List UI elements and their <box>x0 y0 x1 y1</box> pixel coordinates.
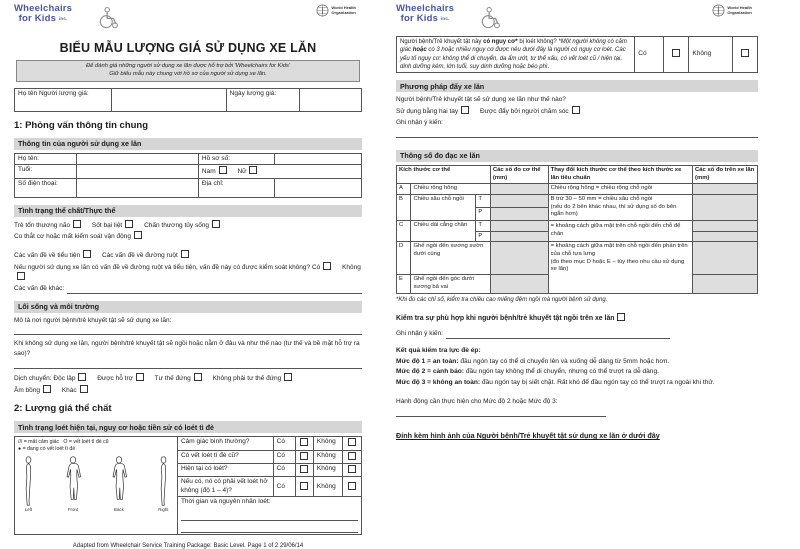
body-figures <box>18 456 174 512</box>
measurement-bar: Thông số đo đạc xe lăn <box>396 150 758 162</box>
col-conversion-rule: Thay đổi kích thước cơ thể theo kích thước xe lăn tiêu chuẩn <box>548 165 692 183</box>
assessment-date-label: Ngày lượng giá: <box>226 88 299 111</box>
wheelchairs-for-kids-logo: Wheelchairs for Kids inc. <box>396 3 455 24</box>
address-field[interactable] <box>275 178 362 197</box>
gender-cell <box>198 165 361 178</box>
risk-no-checkbox[interactable] <box>741 49 749 57</box>
other-problems-line: Các vấn đề khác: <box>14 284 362 293</box>
sore-duration-line1[interactable] <box>181 512 358 521</box>
diagram-legend: /// = mất cảm giác O = vết loét tì đè cũ ● = đang có vết loét tì đè <box>18 439 109 453</box>
measurement-table <box>396 165 758 294</box>
physical-condition-bar: Tình trạng thể chất/Thực thể <box>14 205 362 217</box>
rule-text: = khoảng cách giữa mặt trên chỗ ngồi đến chỗ để chân <box>548 220 692 241</box>
spasm-checkbox[interactable] <box>134 231 142 239</box>
condition-checks-line1: Trẻ tổn thương não Sốt bại liệt Chấn thương tủy sống <box>14 220 362 230</box>
pressure-sore-box <box>14 436 362 535</box>
row-letter: E <box>397 275 411 294</box>
standing-checkbox[interactable] <box>194 373 202 381</box>
wheelchairs-for-kids-logo <box>14 4 72 24</box>
non-standing-checkbox[interactable] <box>284 373 292 381</box>
body-outline-side-icon <box>155 456 172 506</box>
body-figure-left[interactable]: Left <box>20 456 37 512</box>
no-label: Không <box>313 450 342 463</box>
no-label: Không <box>313 437 342 450</box>
risk-yes-checkbox[interactable] <box>672 49 680 57</box>
propulsion-question: Người bệnh/Trẻ khuyết tật sẽ sử dụng xe lăn như thế nào? <box>396 96 566 104</box>
section2-heading: 2: Lượng giá thể chất <box>14 403 112 415</box>
bladder-problem-checkbox[interactable] <box>83 250 91 258</box>
body-figure-front[interactable]: Front <box>63 456 83 512</box>
col-body-dimension: Kích thước cơ thể <box>397 165 491 183</box>
age-label: Tuổi: <box>15 165 77 178</box>
risk-no-cell <box>732 37 757 73</box>
dimension-name: Chiều dài cẳng chân <box>411 220 476 241</box>
col-wheelchair-measurement: Các số đo trên xe lăn (mm) <box>693 165 758 183</box>
record-number-field[interactable] <box>275 153 362 164</box>
yes-label: Có <box>273 477 295 497</box>
no-label: Không <box>313 477 342 497</box>
page2-header <box>396 4 758 34</box>
dimension-name: Ghế ngồi đến góc dưới xương bả vai <box>411 275 490 294</box>
page-title: BIỂU MẪU LƯỢNG GIÁ SỬ DỤNG XE LĂN <box>59 41 317 55</box>
body-measure-field-a[interactable] <box>490 184 548 195</box>
rule-text: = khoảng cách giữa mặt trên chỗ ngồi đến phần trên của chỗ tựa lưng (đo theo mục D hoặc E – tùy theo nhu cầu sử dụng xe lăn) <box>548 242 692 294</box>
form-purpose-note: Để đánh giá những người sử dụng xe lăn được hỗ trợ bởi 'Wheelchairs for Kids' Giữ biểu mẫu này chung với hồ sơ của người sử dụng xe lăn. <box>16 60 360 82</box>
dimension-name: Chiều sâu chỗ ngồi <box>411 194 476 220</box>
sore-q2-yes-checkbox[interactable] <box>300 452 308 460</box>
body-measure-field-b-t[interactable] <box>490 194 548 207</box>
wheelchair-measure-field-c-p[interactable] <box>693 231 758 242</box>
page1-header <box>14 4 362 34</box>
action-label: Hành động cần thực hiện cho Mức độ 2 hoặc Mức độ 3: <box>396 398 558 406</box>
lifestyle-bar: Lối sống và môi trường <box>14 301 362 313</box>
body-outline-side-icon <box>20 456 37 506</box>
form-page-1 <box>14 4 362 549</box>
sore-q4-yes-checkbox[interactable] <box>300 482 308 490</box>
logo-line2: for Kids inc. <box>18 12 68 24</box>
polio-checkbox[interactable] <box>125 220 133 228</box>
sore-q3: Hiện tại có loét? <box>178 464 273 477</box>
carer-push-checkbox[interactable] <box>572 106 580 114</box>
sore-q4: Nếu có, nó có phải vết loét hở không (độ 1 – 4)? <box>178 477 273 497</box>
pressure-test-title: Kết quả kiểm tra lực đè ép: <box>396 346 481 354</box>
measurement-row-d <box>397 242 758 275</box>
who-emblem-icon <box>712 4 725 17</box>
propulsion-notes-line[interactable] <box>396 129 758 138</box>
phone-field[interactable] <box>77 178 198 197</box>
wheelchair-measure-field-e[interactable] <box>693 275 758 294</box>
independent-checkbox[interactable] <box>78 373 86 381</box>
body-outline-front-icon <box>63 456 83 506</box>
yes-label: Có <box>273 464 295 477</box>
row-letter: D <box>397 242 411 275</box>
assessor-name-label: Họ tên Người lượng giá: <box>15 88 112 111</box>
condition-checks-line3: Các vấn đề về tiểu tiện Các vấn đề về đường ruột <box>14 250 362 260</box>
sore-duration-line2[interactable] <box>181 524 358 533</box>
sore-q1: Cảm giác bình thường? <box>178 437 273 450</box>
no-label: Không <box>313 464 342 477</box>
body-measure-field-c-t[interactable] <box>490 220 548 231</box>
pressure-level-3: Mức độ 3 = không an toàn: đầu ngón tay bị siết chặt. Rất khó để đầu ngón tay có thể trượt ra ngoài khi thử. <box>396 379 715 387</box>
sore-q2-no-checkbox[interactable] <box>348 452 356 460</box>
sitting-question: Khi không sử dụng xe lăn, người bệnh/trẻ khuyết tật sẽ ngồi hoặc nằm ở đâu và như thế nào (tư thế và bề mặt hỗ trợ ra sao)? <box>14 340 360 357</box>
measurement-header-row <box>397 165 758 183</box>
side-label-p: P <box>476 207 490 220</box>
risk-no-label: Không <box>689 37 732 73</box>
dimension-name: Ghế ngồi đến xương sườn dưới cùng <box>411 242 490 275</box>
action-field[interactable] <box>396 408 606 417</box>
cerebral-palsy-checkbox[interactable] <box>73 220 81 228</box>
measurement-row-c1 <box>397 220 758 231</box>
rule-text: B trừ 30 – 50 mm = chiều sâu chỗ ngồi (nếu đo 2 bên khác nhau, thì sử dụng số đo bên ngắn hơn) <box>548 194 692 220</box>
environment-answer-line[interactable] <box>14 326 362 335</box>
sore-q1-no-cell <box>343 437 361 450</box>
side-label-p: P <box>476 231 490 242</box>
pressure-level-1: Mức độ 1 = an toàn: đầu ngón tay có thể di chuyển lên và xuống dễ dàng từ 5mm hoặc hơn. <box>396 357 670 365</box>
side-label-t: T <box>476 220 490 231</box>
attach-photo-instruction: Đính kèm hình ảnh của Người bệnh/Trẻ khuyết tật sử dụng xe lăn ở dưới đây <box>396 431 660 441</box>
row-letter: B <box>397 194 411 220</box>
sore-q4-no-checkbox[interactable] <box>348 482 356 490</box>
name-field[interactable] <box>77 153 198 164</box>
cushion-note: *Khi đo các chỉ số, kiểm tra chiều cao miếng đệm ngồi mà người bệnh sử dụng. <box>396 297 608 304</box>
bowel-problem-checkbox[interactable] <box>181 250 189 258</box>
male-checkbox[interactable] <box>219 166 227 174</box>
record-number-label: Hồ sơ số: <box>198 153 274 164</box>
pressure-level-2: Mức độ 2 = cảnh báo: đầu ngón tay không thể di chuyển, nhưng có thể trượt ra dễ dàng. <box>396 368 659 376</box>
sore-q1-no-checkbox[interactable] <box>348 438 356 446</box>
risk-table <box>396 36 758 73</box>
rule-text: Chiều rộng hông = chiều rộng chỗ ngồi <box>548 184 692 195</box>
spinal-injury-checkbox[interactable] <box>212 220 220 228</box>
environment-question: Mô tả nơi người bệnh/trẻ khuyết tật sẽ sử dụng xe lăn: <box>14 316 172 324</box>
phone-label: Số điện thoại: <box>15 178 77 197</box>
sore-questions-table <box>178 437 361 534</box>
assisted-checkbox[interactable] <box>136 373 144 381</box>
notes-line: Ghi nhận ý kiến: <box>396 329 758 338</box>
side-label-t: T <box>476 194 490 207</box>
wheelchair-icon <box>98 6 120 30</box>
measurement-row-b1 <box>397 194 758 207</box>
sore-q1-yes-checkbox[interactable] <box>300 438 308 446</box>
pressure-sore-bar: Tình trạng loét hiện tại, nguy cơ hoặc tiền sử có loét tì đè <box>14 421 362 433</box>
address-label: Địa chỉ: <box>198 178 274 197</box>
risk-question-cell: Người bệnh/Trẻ khuyết tật này có nguy cơ* bị loét không? *Một người không có cảm giác hoặc có 3 hoặc nhiều nguy cơ được nêu dưới đây là người có nguy cơ loét. Các yếu tố nguy cơ: không thể di chuyển, da ẩm ướt, tư thế xấu, có vết loét cũ / hiện tại, dinh dưỡng kém, lớn tuổi, suy dinh dưỡng hoặc béo phì. <box>397 37 635 73</box>
sore-q1-yes-cell <box>295 437 313 450</box>
row-letter: A <box>397 184 411 195</box>
assessment-date-field[interactable] <box>299 88 361 111</box>
name-label: Họ tên: <box>15 153 77 164</box>
col-body-measurement: Các số đo cơ thể (mm) <box>490 165 548 183</box>
form-page-2 <box>396 4 758 440</box>
who-logo-text: World Health Organization <box>727 5 752 15</box>
body-measure-field-c-p[interactable] <box>490 231 548 242</box>
risk-yes-label: Có <box>635 37 664 73</box>
propulsion-options: Sử dụng bằng hai tay Được đẩy bởi người chăm sóc <box>396 106 758 116</box>
assessor-table <box>14 88 362 112</box>
fit-check-checkbox[interactable] <box>617 313 625 321</box>
page1-footer: Adapted from Wheelchair Service Training Package: Basic Level. Page 1 of 2 29/06/14 <box>72 542 304 549</box>
assessor-name-field[interactable] <box>112 88 227 111</box>
wheelchair-measure-field-c-t[interactable] <box>693 220 758 231</box>
user-info-table <box>14 153 362 198</box>
user-info-bar: Thông tin của người sử dụng xe lăn <box>14 138 362 150</box>
body-figure-back[interactable]: Back <box>109 456 129 512</box>
body-measure-field-b-p[interactable] <box>490 207 548 220</box>
who-logo-text: World Health Organization <box>331 5 356 15</box>
self-propel-checkbox[interactable] <box>461 106 469 114</box>
female-label: Nữ <box>237 168 247 176</box>
fit-check-line: Kiểm tra sự phù hợp khi người bệnh/trẻ khuyết tật ngồi trên xe lăn <box>396 313 758 322</box>
sore-q3-no-checkbox[interactable] <box>348 465 356 473</box>
body-measure-field-e[interactable] <box>490 275 548 294</box>
row-letter: C <box>397 220 411 241</box>
male-label: Nam <box>201 168 216 176</box>
age-field[interactable] <box>77 165 198 178</box>
section1-heading: 1: Phỏng vấn thông tin chung <box>14 119 149 131</box>
propulsion-notes-label: Ghi nhận ý kiến: <box>396 118 443 126</box>
wheelchair-measure-field-d[interactable] <box>693 242 758 275</box>
risk-yes-cell <box>664 37 689 73</box>
female-checkbox[interactable] <box>249 166 257 174</box>
sore-q3-yes-checkbox[interactable] <box>300 465 308 473</box>
transfer-options-line2: Ẵm bồng Khác <box>14 385 362 395</box>
control-yes-checkbox[interactable] <box>323 262 331 270</box>
condition-checks-line2: Co thắt cơ hoặc mất kiểm soát vận động <box>14 231 362 241</box>
who-emblem-icon <box>316 4 329 17</box>
carried-checkbox[interactable] <box>43 385 51 393</box>
sore-q2: Có vết loét tì đè cũ? <box>178 450 273 463</box>
control-no-checkbox[interactable] <box>17 272 25 280</box>
wheelchair-measure-field-b[interactable] <box>693 194 758 220</box>
sore-duration-cell: Thời gian và nguyên nhân loét: <box>178 497 361 534</box>
transfer-options-line1: Dịch chuyển: Độc lập Được hỗ trợ Tư thế đứng Không phải tư thế đứng <box>14 373 362 383</box>
control-question: Nếu người sử dụng xe lăn có vấn đề về đường ruột và tiểu tiện, vấn đề này có được kiểm soát không? Có Không <box>14 262 362 283</box>
other-problems-field[interactable] <box>67 285 362 294</box>
other-transfer-checkbox[interactable] <box>80 385 88 393</box>
logo-line1: Wheelchairs <box>14 3 73 14</box>
dimension-name: Chiều rộng hông <box>411 184 490 195</box>
body-measure-field-d[interactable] <box>490 242 548 275</box>
wheelchair-measure-field-a[interactable] <box>693 184 758 195</box>
body-outline-back-icon <box>109 456 129 506</box>
sitting-answer-line[interactable] <box>14 360 362 369</box>
body-figure-right[interactable]: Right <box>155 456 172 512</box>
who-logo <box>316 4 356 17</box>
yes-label: Có <box>273 450 295 463</box>
notes-field[interactable] <box>446 330 670 339</box>
sore-questions-panel <box>178 437 361 534</box>
measurement-row-a <box>397 184 758 195</box>
wheelchair-icon <box>480 6 502 30</box>
yes-label: Có <box>273 437 295 450</box>
propulsion-bar: Phương pháp đẩy xe lăn <box>396 80 758 92</box>
who-logo <box>712 4 752 17</box>
body-diagram-panel <box>15 437 178 534</box>
